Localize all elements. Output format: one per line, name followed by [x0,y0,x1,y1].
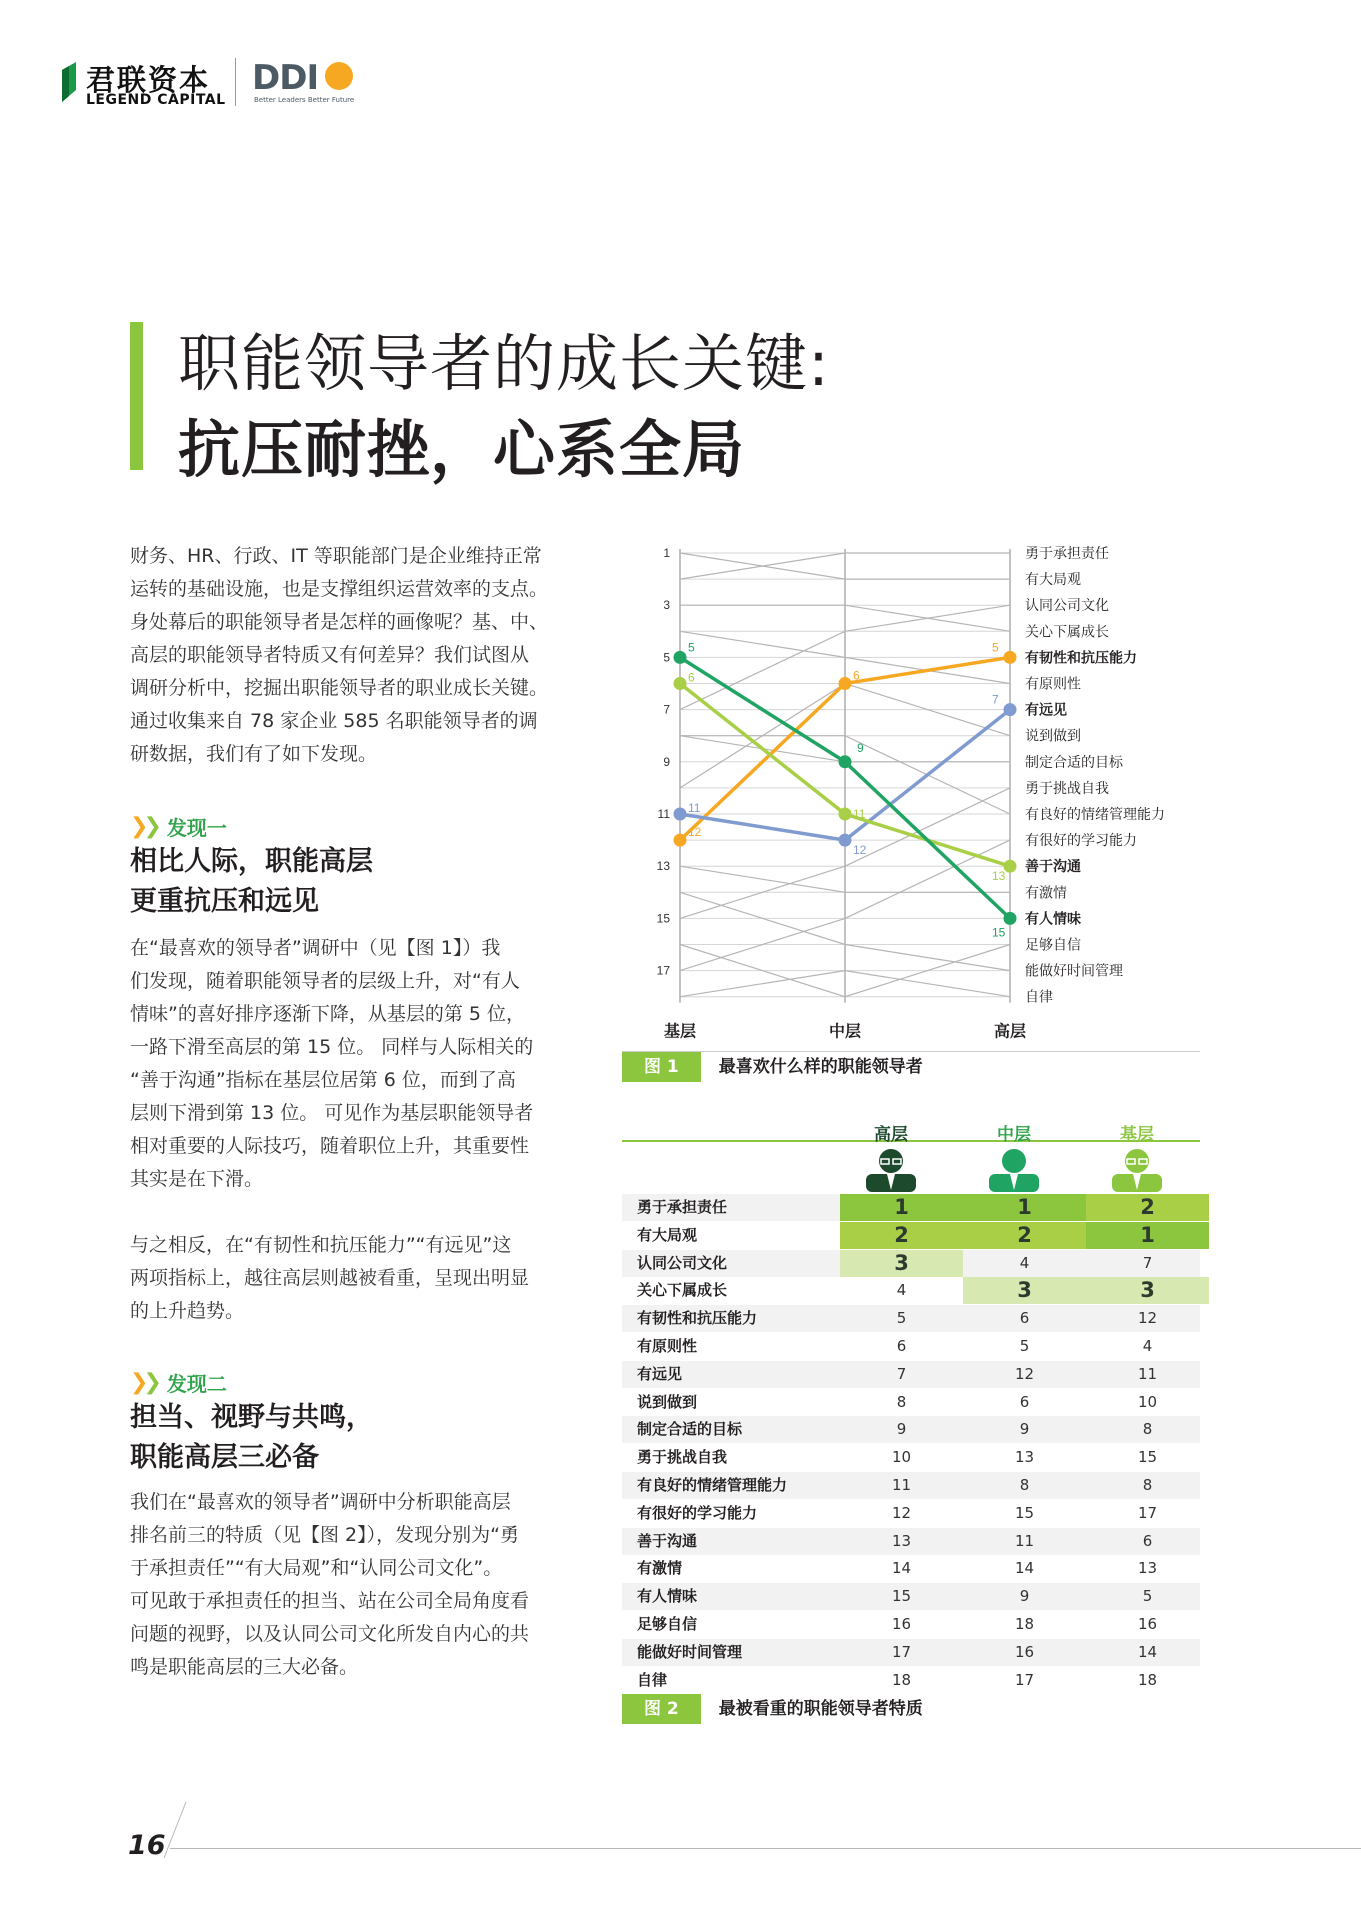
table-cell: 17 [1014,1670,1035,1689]
table-row [622,1194,1200,1221]
table-row [622,1611,1200,1638]
text-line: 们发现，随着职能领导者的层级上升，对“有人 [130,970,520,992]
table-cell: 5 [896,1309,907,1328]
table-row [622,1389,1200,1416]
intro-line: 研数据，我们有了如下发现。 [130,743,378,765]
figure1-divider [622,1051,1200,1052]
trait-label: 勇于挑战自我 [1025,779,1109,796]
trait-label: 勇于承担责任 [1025,545,1109,561]
finding1-heading-line: 相比人际，职能高层 [130,846,373,877]
table-row [622,1222,1200,1249]
table-cell: 4 [896,1281,907,1300]
series-point-label: 6 [688,670,695,685]
text-line: 其实是在下滑。 [130,1168,264,1190]
text-line: 我们在“最喜欢的领导者”调研中分析职能高层 [130,1491,511,1513]
text-line: 的上升趋势。 [130,1300,245,1322]
figure2-caption-bar [622,1694,923,1724]
series-point-label: 9 [857,740,864,755]
series-point-label: 12 [688,825,702,840]
table-cell: 5 [1019,1337,1030,1355]
table-cell: 15 [891,1587,912,1606]
table-cell: 4 [1142,1337,1153,1355]
table-row-label: 足够自信 [637,1615,698,1633]
series-point [1004,651,1017,664]
trait-label: 有良好的情绪管理能力 [1025,806,1165,822]
table-row [622,1333,1200,1360]
table-cell: 11 [1137,1364,1158,1383]
y-tick-label: 1 [663,546,670,560]
series-point [674,808,687,821]
category-label: 中层 [828,1023,862,1041]
y-tick-label: 3 [663,598,670,613]
table-cell: 2 [963,1222,1086,1249]
table-row-label: 自律 [637,1670,668,1689]
trait-label: 善于沟通 [1025,858,1081,875]
title-accent-bar [130,322,143,470]
double-chevron-icon: ❯❯ [130,814,157,839]
table-cell: 10 [1137,1392,1158,1411]
table-cell: 8 [896,1392,907,1411]
ddi-wordmark: DDI [252,58,319,98]
table-row-label: 有很好的学习能力 [637,1503,758,1522]
text-line: 在“最喜欢的领导者”调研中（见【图 1】）我 [130,937,501,959]
table-cell: 9 [1019,1420,1030,1439]
trait-label: 有原则性 [1025,675,1081,692]
table-cell: 17 [891,1642,912,1661]
table-cell: 8 [1019,1476,1030,1494]
text-line: 可见敢于承担责任的担当、站在公司全局角度看 [130,1590,530,1612]
trait-label: 有远见 [1025,701,1067,718]
table-cell: 12 [891,1503,912,1522]
double-chevron-icon: ❯❯ [130,1370,157,1395]
category-label: 高层 [993,1023,1027,1041]
figure1-number: 图 1 [622,1052,701,1082]
intro-line: 高层的职能领导者特质又有何差异？我们试图从 [130,644,530,666]
table-cell: 8 [1142,1476,1153,1494]
table-cell: 3 [963,1277,1086,1304]
finding1-label: 发现一 [166,816,227,840]
y-tick-label: 11 [657,807,670,821]
trait-label: 制定合适的目标 [1025,753,1123,770]
series-point [839,808,852,821]
table-cell: 6 [1019,1392,1030,1411]
text-line: 相对重要的人际技巧，随着职位上升，其重要性 [130,1135,530,1157]
figure1-line-chart [640,535,1200,1045]
series-point [1004,860,1017,873]
table-cell: 7 [896,1364,907,1383]
table-cell: 6 [1142,1531,1153,1550]
table-row [622,1250,1200,1277]
footer-rule [170,1848,1361,1849]
table-row [622,1444,1200,1471]
table-cell: 15 [1014,1503,1035,1522]
series-point-label: 15 [992,925,1006,940]
table-row [622,1416,1200,1443]
text-line: 排名前三的特质（见【图 2】），发现分别为“勇 [130,1524,519,1546]
finding2-heading-line: 职能高层三必备 [130,1442,319,1473]
trait-label: 有人情味 [1025,910,1081,927]
trait-label: 有韧性和抗压能力 [1025,649,1137,666]
text-line: “善于沟通”指标在基层位居第 6 位，而到了高 [130,1069,516,1091]
table-cell: 17 [1137,1503,1158,1522]
table-cell: 15 [1137,1448,1158,1467]
table-cell: 8 [1142,1420,1153,1439]
table-row-label: 有大局观 [637,1225,698,1244]
category-label: 基层 [663,1023,697,1041]
intro-line: 身处幕后的职能领导者是怎样的画像呢？基、中、 [130,611,549,633]
figure1-caption-bar [622,1052,923,1082]
table-cell: 1 [963,1194,1086,1221]
table-row-label: 有人情味 [637,1587,698,1606]
series-point-label: 6 [853,668,860,683]
series-point [839,677,852,690]
senior-leader-avatar-icon [866,1146,916,1192]
table-header-top: 高层 [874,1125,908,1145]
table-cell: 2 [1086,1194,1209,1221]
finding1-tag [130,812,227,841]
finding2-heading-line: 担当、视野与共鸣， [130,1402,373,1433]
series-point-label: 11 [688,801,701,815]
series-point-label: 13 [992,869,1006,884]
figure1-caption: 最喜欢什么样的职能领导者 [718,1057,923,1077]
table-row-label: 关心下属成长 [637,1281,728,1300]
table-cell: 2 [840,1222,963,1249]
legend-capital-logo [62,58,232,108]
table-cell: 6 [1019,1309,1030,1328]
table-row [622,1361,1200,1388]
middle-leader-avatar-icon [989,1146,1039,1192]
trait-label: 有大局观 [1025,571,1081,588]
series-point-label: 7 [992,692,999,707]
table-row-label: 有良好的情绪管理能力 [637,1476,788,1494]
y-tick-label: 5 [663,650,670,665]
table-cell: 16 [891,1615,912,1633]
text-line: 鸣是职能高层的三大必备。 [130,1656,359,1678]
intro-line: 运转的基础设施，也是支撑组织运营效率的支点。 [130,578,549,600]
series-point-label: 5 [688,640,695,655]
finding2-label: 发现二 [166,1372,227,1396]
text-line: 问题的视野，以及认同公司文化所发自内心的共 [130,1623,530,1645]
table-row [622,1583,1200,1610]
table-row-label: 能做好时间管理 [637,1642,743,1661]
table-header-base: 基层 [1120,1125,1154,1145]
page-title-line1: 职能领导者的成长关键: [178,327,830,400]
series-point [674,834,687,847]
trait-label: 有激情 [1025,884,1067,901]
series-point [1004,703,1017,716]
table-row [622,1528,1200,1555]
series-point-label: 11 [853,807,866,821]
table-row-label: 勇于挑战自我 [637,1448,728,1467]
table-row [622,1500,1200,1527]
y-tick-label: 13 [656,859,670,874]
finding1-heading-line: 更重抗压和远见 [130,886,319,917]
series-point-label: 12 [853,843,867,858]
y-tick-label: 15 [656,911,670,926]
table-row-label: 认同公司文化 [637,1253,728,1272]
series-point-label: 5 [992,640,999,655]
y-tick-label: 7 [663,702,670,717]
trait-label: 能做好时间管理 [1025,962,1123,979]
page-title-line2: 抗压耐挫，心系全局 [178,413,746,486]
table-row-label: 有远见 [637,1364,683,1383]
series-point [1004,912,1017,925]
intro-line: 调研分析中，挖掘出职能领导者的职业成长关键。 [130,677,549,699]
figure2-number: 图 2 [622,1694,701,1724]
page-number: 16 [128,1830,166,1861]
table-row [622,1639,1200,1666]
finding2-paragraph [130,1486,574,1684]
table-row [622,1305,1200,1332]
ddi-sun-icon [325,62,353,90]
series-point [839,834,852,847]
table-row-label: 制定合适的目标 [637,1420,743,1439]
text-line: 情味”的喜好排序逐渐下降，从基层的第 5 位， [130,1003,526,1025]
finding1-paragraph2 [130,1229,574,1328]
table-cell: 5 [1142,1587,1153,1606]
table-cell: 3 [840,1250,963,1277]
intro-line: 财务、HR、行政、IT 等职能部门是企业维持正常 [130,545,542,567]
ddi-logo [252,58,362,108]
table-cell: 11 [891,1476,912,1494]
table-cell: 14 [891,1559,912,1578]
table-cell: 4 [1019,1253,1030,1272]
text-line: 两项指标上，越往高层则越被看重，呈现出明显 [130,1267,530,1289]
table-cell: 18 [1137,1670,1158,1689]
y-tick-label: 17 [656,963,670,978]
table-cell: 10 [891,1448,912,1467]
table-cell: 16 [1137,1615,1158,1633]
trait-label: 说到做到 [1025,727,1081,744]
table-row-label: 有激情 [637,1559,683,1578]
series-point [674,651,687,664]
table-cell: 13 [1014,1448,1035,1467]
logo-cn-text: 君联资本 [86,63,211,97]
finding2-heading [130,1398,373,1478]
table-cell: 9 [896,1420,907,1439]
table-cell: 7 [1142,1253,1153,1272]
y-tick-label: 9 [663,754,670,769]
series-point [674,677,687,690]
intro-line: 通过收集来自 78 家企业 585 名职能领导者的调 [130,710,538,732]
series-point [839,755,852,768]
table-row-label: 有原则性 [637,1337,698,1355]
table-cell: 13 [891,1531,912,1550]
trait-label: 有很好的学习能力 [1025,832,1137,849]
finding1-paragraph1 [130,932,574,1196]
table-cell: 13 [1137,1559,1158,1578]
trait-label: 自律 [1025,988,1053,1005]
trait-label: 关心下属成长 [1025,623,1109,640]
table-cell: 9 [1019,1587,1030,1606]
trait-label: 足够自信 [1025,936,1081,953]
table-row [622,1472,1200,1499]
table-row [622,1667,1200,1694]
table-cell: 12 [1137,1309,1158,1328]
figure2-caption: 最被看重的职能领导者特质 [718,1699,923,1719]
trait-label: 认同公司文化 [1025,597,1109,614]
table-row-label: 说到做到 [637,1392,698,1411]
table-cell: 12 [1014,1364,1035,1383]
table-cell: 1 [840,1194,963,1221]
table-cell: 3 [1086,1277,1209,1304]
ddi-tagline: Better Leaders Better Future [254,96,355,104]
table-cell: 18 [891,1670,912,1689]
legend-capital-mark-icon [62,62,76,102]
table-cell: 16 [1014,1642,1035,1661]
table-row [622,1277,1200,1304]
logo-en-text: LEGEND CAPITAL [86,92,226,108]
table-row-label: 勇于承担责任 [637,1198,728,1216]
table-row-label: 有韧性和抗压能力 [637,1309,758,1328]
table-row [622,1555,1200,1582]
table-cell: 1 [1086,1222,1209,1249]
table-header-middle: 中层 [997,1125,1031,1145]
text-line: 层则下滑到第 13 位。 可见作为基层职能领导者 [130,1102,534,1124]
table-cell: 18 [1014,1615,1035,1633]
table-cell: 14 [1014,1559,1035,1578]
table-cell: 14 [1137,1642,1158,1661]
text-line: 与之相反，在“有韧性和抗压能力”“有远见”这 [130,1234,512,1256]
logo-separator [235,58,236,106]
text-line: 于承担责任”“有大局观”和“认同公司文化”。 [130,1557,503,1579]
base-leader-avatar-icon [1112,1146,1162,1192]
finding2-tag [130,1368,227,1397]
finding1-heading [130,842,373,922]
table-cell: 11 [1014,1531,1035,1550]
table-cell: 6 [896,1337,907,1355]
intro-paragraph [130,540,574,771]
table-row-label: 善于沟通 [637,1531,698,1550]
text-line: 一路下滑至高层的第 15 位。 同样与人际相关的 [130,1036,534,1058]
